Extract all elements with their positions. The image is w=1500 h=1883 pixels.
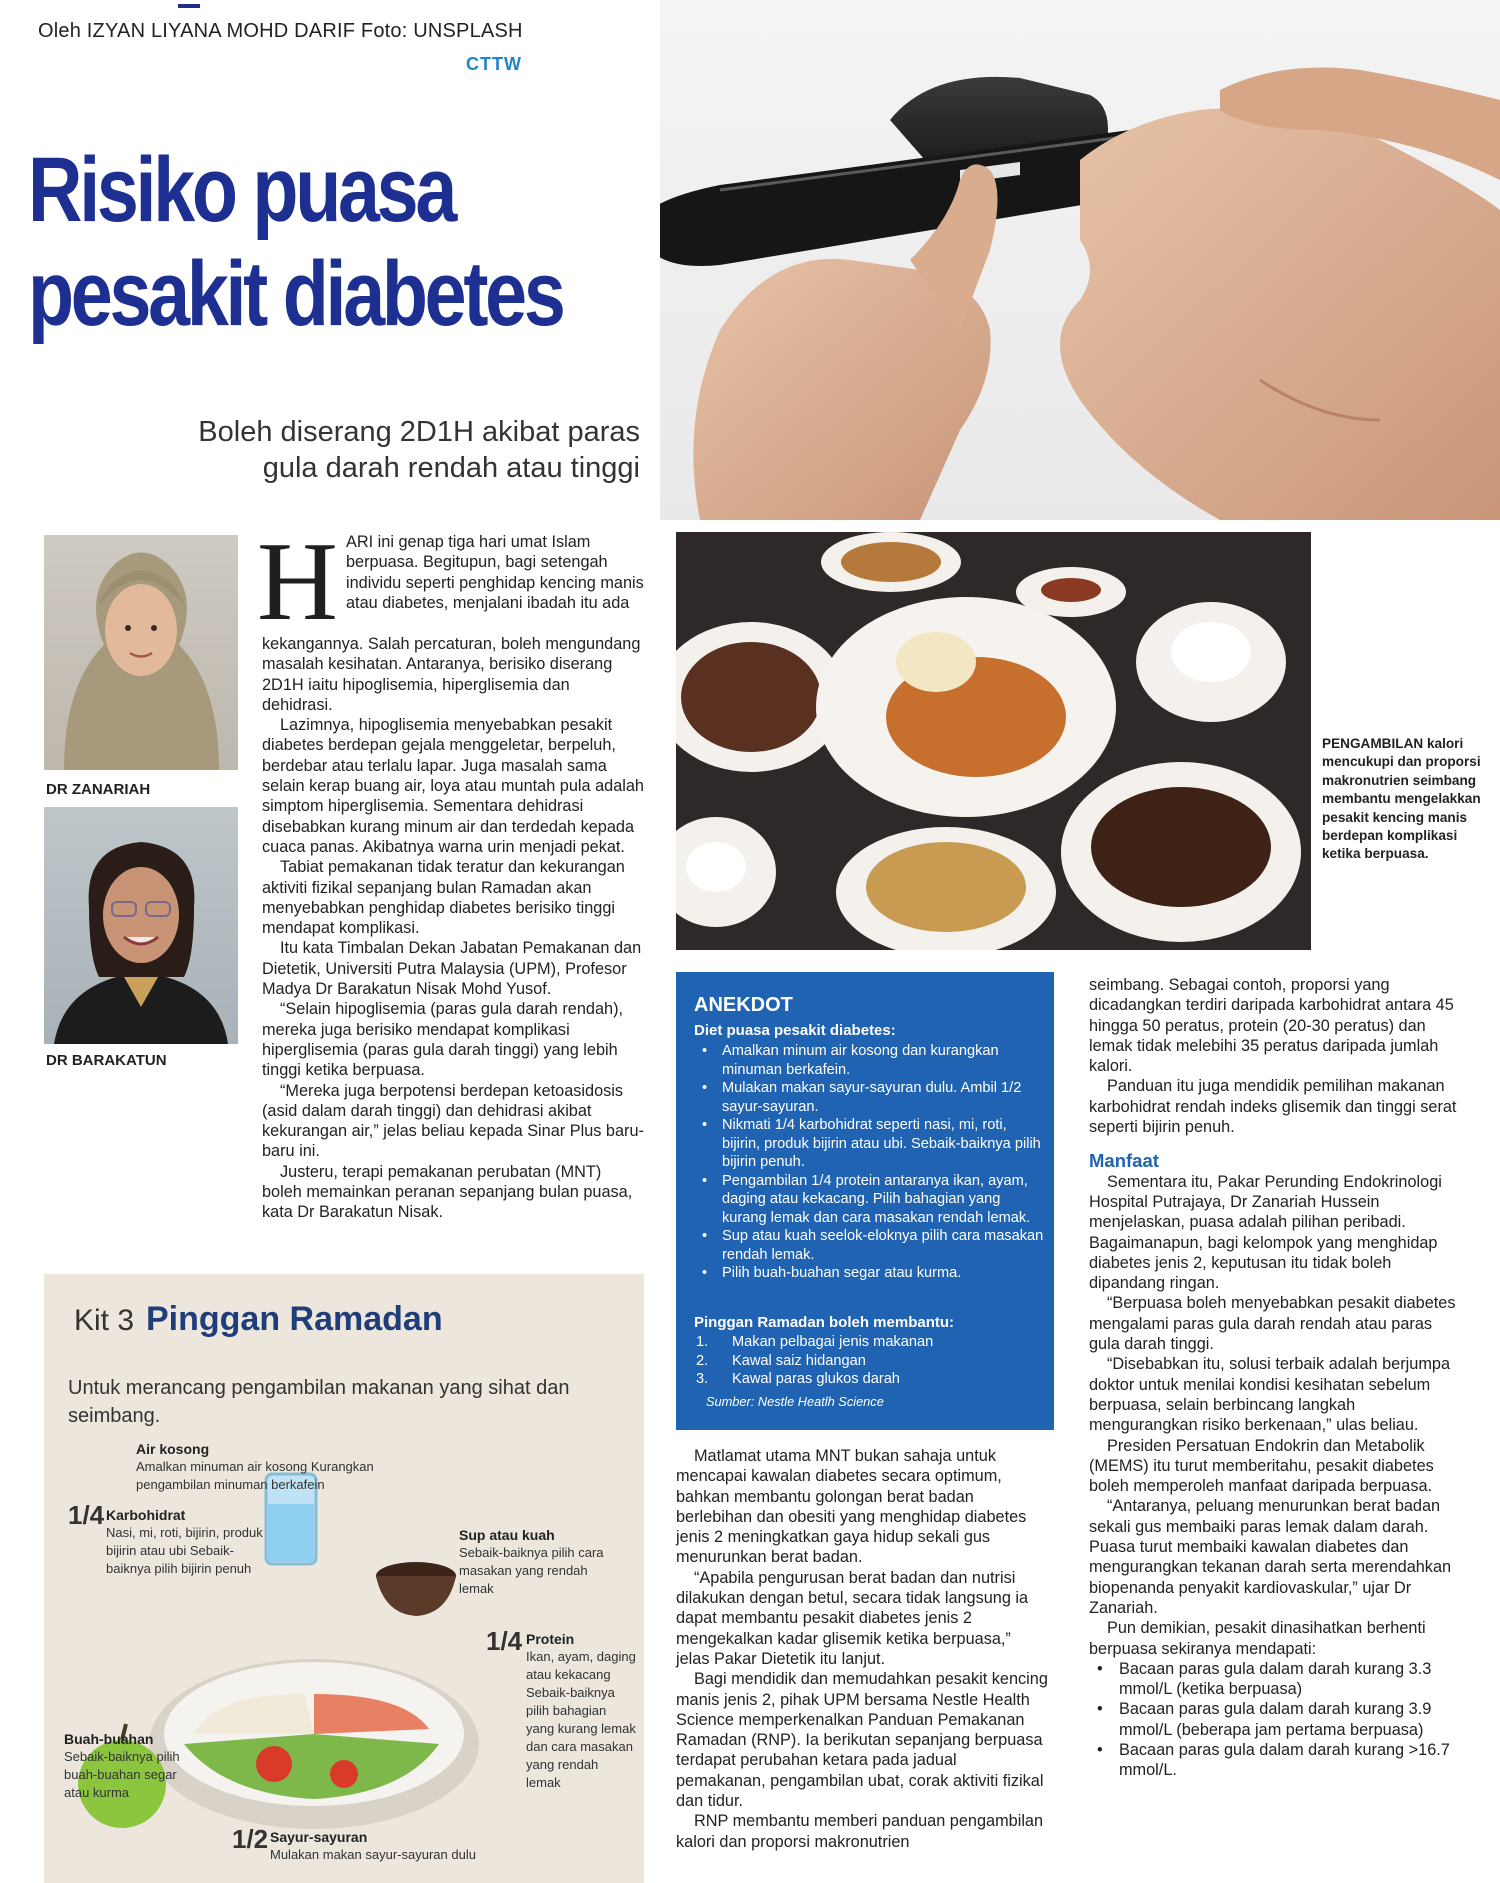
paragraph: Presiden Persatuan Endokrin dan Metabolik (MEMS) itu turut memberitahu, pesakit diabetes boleh memperoleh manfaat daripada berpuasa. <box>1089 1436 1434 1496</box>
kit-karbohidrat <box>106 1506 266 1578</box>
list-item <box>694 1352 1044 1371</box>
kit-sup-kuah <box>459 1526 619 1598</box>
paragraph: seimbang. Sebagai contoh, proporsi yang dicadangkan terdiri daripada karbohidrat antara 45 hingga 50 peratus, protein (20-30 peratus) dan lemak tidak melebihi 35 peratus daripada jumlah kalori. <box>1089 976 1454 1076</box>
anekdot-list2-title: Pinggan Ramadan boleh membantu: <box>694 1314 955 1331</box>
paragraph: Tabiat pemakanan tidak teratur dan kekurangan aktiviti fizikal sepanjang bulan Ramadan akan menyebabkan penghidap diabetes berisiko tinggi mendapat komplikasi. <box>262 858 625 938</box>
anekdot-title: ANEKDOT <box>694 994 793 1016</box>
anekdot-box <box>676 972 1054 1430</box>
kit-sayur-heading: Sayur-sayuran <box>270 1829 368 1845</box>
column-1 <box>262 634 644 1223</box>
subtitle-line-1: Boleh diserang 2D1H akibat paras <box>198 416 640 448</box>
byline-accent-bar <box>178 4 200 8</box>
paragraph: Justeru, terapi pemakanan perubatan (MNT) boleh memainkan peranan sepanjang bulan puasa, kata Dr Barakatun Nisak. <box>262 1162 633 1222</box>
list-item <box>694 1370 1044 1389</box>
list-item <box>694 1333 1044 1352</box>
kit-protein-fraction <box>486 1626 522 1657</box>
paragraph: Panduan itu juga mendidik pemilihan makanan karbohidrat rendah indeks glisemik dan tinggi serat seperti bijirin penuh. <box>1089 1077 1457 1137</box>
kit-protein-heading: Protein <box>526 1631 575 1647</box>
paragraph: “Berpuasa boleh menyebabkan pesakit diabetes mengalami paras gula darah rendah atau paras gula darah tinggi. <box>1089 1294 1456 1354</box>
paragraph: Matlamat utama MNT bukan sahaja untuk mencapai kawalan diabetes secara optimum, bahkan membantu golongan berat badan berlebihan dan obesiti yang menghidap diabetes jenis 2 meningkatkan gaya hidup sekali gus menurunkan berat badan. <box>676 1447 1027 1567</box>
fraction-label: 1/4 <box>68 1500 105 1530</box>
kit-3-infographic <box>44 1274 644 1883</box>
list-item: • Pilih buah-buahan segar atau kurma. <box>694 1264 1044 1283</box>
byline: Oleh IZYAN LIYANA MOHD DARIF Foto: UNSPLASH <box>38 20 523 42</box>
list-item: • Bacaan paras gula dalam darah kurang 3.3 mmol/L (ketika berpuasa) <box>1089 1659 1464 1700</box>
fraction-label: 1/2 <box>232 1824 269 1854</box>
portrait-dr-zanariah <box>44 535 238 770</box>
paragraph: Lazimnya, hipoglisemia menyebabkan pesakit diabetes berdepan gejala menggeletar, berpeluh, berdebar atau terlalu lapar. Juga masalah sama selain kerap buang air, loya atau muntah pula adalah simptom hiperglisemia. Sementara dehidrasi disebabkan kurang minum air dan terdedah kepada cuaca panas. Akibatnya warna urin menjadi pekat. <box>262 716 644 856</box>
paragraph: Sementara itu, Pakar Perunding Endokrinologi Hospital Putrajaya, Dr Zanariah Hussein menjelaskan, puasa adalah pilihan peribadi. Bagaimanapun, bagi kelompok yang menghidap diabetes jenis 2, keputusan itu tidak boleh dipandang ringan. <box>1089 1172 1442 1293</box>
list-text: Makan pelbagai jenis makanan <box>732 1334 934 1350</box>
drop-cap: H <box>257 520 338 644</box>
list-text: Kawal saiz hidangan <box>732 1352 866 1369</box>
kit-title: Pinggan Ramadan <box>146 1300 443 1338</box>
stop-fasting-list <box>1089 1659 1464 1781</box>
paragraph: “Selain hipoglisemia (paras gula darah rendah), mereka juga berisiko mendapat komplikasi hiperglisemia (paras gula darah tinggi) yang lebih tinggi ketika berpuasa. <box>262 1000 624 1080</box>
kit-karbo-fraction <box>68 1500 104 1531</box>
portrait-caption-barakatun: DR BARAKATUN <box>46 1052 167 1069</box>
column-2 <box>676 1446 1048 1852</box>
list-item: • Bacaan paras gula dalam darah kurang 3.9 mmol/L (beberapa jam pertama berpuasa) <box>1089 1699 1464 1740</box>
kit-air-kosong <box>136 1440 436 1494</box>
kit-air-heading: Air kosong <box>136 1441 210 1457</box>
list-number: 3. <box>696 1371 709 1387</box>
list-item: • Sup atau kuah seelok-eloknya pilih cara masakan rendah lemak. <box>694 1227 1044 1264</box>
paragraph: Itu kata Timbalan Dekan Jabatan Pemakanan dan Dietetik, Universiti Putra Malaysia (UPM), Profesor Madya Dr Barakatun Nisak Mohd Yusof. <box>262 939 642 999</box>
kit-protein <box>526 1630 636 1792</box>
kit-buah-text: Sebaik-baiknya pilih buah-buahan segar atau kurma <box>64 1749 180 1800</box>
paragraph: Pun demikian, pesakit dinasihatkan berhenti berpuasa sekiranya mendapati: <box>1089 1619 1426 1658</box>
article-title <box>28 138 586 346</box>
kit-sayur-text: Mulakan makan sayur-sayuran dulu <box>270 1847 476 1862</box>
kit-subtitle: Untuk merancang pengambilan makanan yang sihat dan seimbang. <box>68 1377 570 1427</box>
publication-logo: CTTW <box>466 54 522 74</box>
food-photo-ramadan-dishes <box>676 532 1311 950</box>
list-text: Kawal paras glukos darah <box>732 1371 900 1387</box>
intro-paragraph: ARI ini genap tiga hari umat Islam berpuasa. Begitupun, bagi setengah individu seperti penghidap kencing manis atau diabetes, menjalani ibadah itu ada <box>346 533 644 612</box>
kit-protein-text: Ikan, ayam, daging atau kekacang Sebaik-baiknya pilih bahagian yang kurang lemak dan cara masakan yang rendah lemak <box>526 1649 636 1790</box>
kit-buah-heading: Buah-buahan <box>64 1731 154 1747</box>
paragraph: Bagi mendidik dan memudahkan pesakit kencing manis jenis 2, pihak UPM bersama Nestle Health Science memperkenalkan Panduan Pemakanan Ramadan (RNP). Ia berikutan sepanjang berpuasa terdapat perubahan ketara pada jadual pemakanan, pengambilan ubat, corak aktiviti fizikal dan tidur. <box>676 1670 1048 1811</box>
list-item: • Mulakan makan sayur-sayuran dulu. Ambil 1/2 sayur-sayuran. <box>694 1079 1044 1116</box>
anekdot-diet-list <box>694 1042 1044 1283</box>
hero-photo-glucose-meter <box>660 0 1500 520</box>
kit-karbo-heading: Karbohidrat <box>106 1507 186 1523</box>
list-item: • Pengambilan 1/4 protein antaranya ikan, ayam, daging atau kekacang. Pilih bahagian yang kurang lemak dan cara masakan rendah lemak. <box>694 1172 1044 1228</box>
portrait-dr-barakatun <box>44 807 238 1044</box>
title-line-1: Risiko puasa <box>28 139 455 241</box>
section-heading-manfaat: Manfaat <box>1089 1150 1159 1172</box>
column-3 <box>1089 975 1464 1781</box>
list-item: • Nikmati 1/4 karbohidrat seperti nasi, mi, roti, bijirin, produk bijirin atau ubi. Sebaik-baiknya pilih bijirin penuh. <box>694 1116 1044 1172</box>
article-subtitle <box>180 414 640 486</box>
kit-sayur-fraction <box>232 1824 268 1855</box>
anekdot-source: Sumber: Nestle Heatlh Science <box>706 1394 884 1409</box>
kit-air-text: Amalkan minuman air kosong Kurangkan pengambilan minuman berkafein <box>136 1459 374 1492</box>
paragraph: “Antaranya, peluang menurunkan berat badan sekali gus membaiki paras lemak dalam darah. Puasa turut membaiki kawalan diabetes dan mengurangkan tekanan darah serta merendahkan biopenanda penyakit kardiovaskular,” ujar Dr Zanariah. <box>1089 1497 1452 1617</box>
kit-karbo-text: Nasi, mi, roti, bijirin, produk bijirin atau ubi Sebaik-baiknya pilih bijirin penuh <box>106 1525 263 1576</box>
kit-sup-heading: Sup atau kuah <box>459 1527 555 1543</box>
list-item: • Bacaan paras gula dalam darah kurang >16.7 mmol/L. <box>1089 1740 1464 1781</box>
portrait-caption-zanariah: DR ZANARIAH <box>46 781 151 798</box>
kit-sayur-sayuran <box>270 1828 570 1864</box>
kit-label: Kit 3 <box>74 1304 135 1337</box>
title-line-2: pesakit diabetes <box>28 243 563 345</box>
list-item: • Amalkan minum air kosong dan kurangkan minuman berkafein. <box>694 1042 1044 1079</box>
paragraph: “Disebabkan itu, solusi terbaik adalah berjumpa doktor untuk menilai kondisi kesihatan sebelum berpuasa, selain berbincang langkah mengurangkan risiko berkenaan,” ulas beliau. <box>1089 1355 1451 1435</box>
anekdot-benefit-list <box>694 1333 1044 1389</box>
list-number: 1. <box>696 1334 709 1350</box>
paragraph: “Apabila pengurusan berat badan dan nutrisi dilakukan dengan betul, secara tidak langsung ia dapat membantu pesakit diabetes jenis 2 mengekalkan kadar glisemik ketika berpuasa,” jelas Pakar Dietetik itu lanjut. <box>676 1568 1029 1668</box>
anekdot-list-title: Diet puasa pesakit diabetes: <box>694 1022 896 1039</box>
paragraph: RNP membantu memberi panduan pengambilan kalori dan proporsi makronutrien <box>676 1812 1044 1851</box>
list-number: 2. <box>696 1352 709 1369</box>
kit-sup-text: Sebaik-baiknya pilih cara masakan yang rendah lemak <box>459 1545 604 1596</box>
paragraph: “Mereka juga berpotensi berdepan ketoasidosis (asid dalam darah tinggi) dan dehidrasi akibat kekurangan air,” jelas beliau kepada Sinar Plus baru-baru ini. <box>262 1081 644 1161</box>
food-photo-caption: PENGAMBILAN kalori mencukupi dan proporsi makronutrien seimbang membantu mengelakkan pesakit kencing manis berdepan komplikasi ketika berpuasa. <box>1322 736 1481 862</box>
kit-buah-buahan <box>64 1730 204 1802</box>
subtitle-line-2: gula darah rendah atau tinggi <box>262 452 640 484</box>
paragraph: kekangannya. Salah percaturan, boleh mengundang masalah kesihatan. Antaranya, berisiko diserang 2D1H iaitu hipoglisemia, hiperglisemia dan dehidrasi. <box>262 635 641 714</box>
fraction-label: 1/4 <box>486 1626 523 1656</box>
